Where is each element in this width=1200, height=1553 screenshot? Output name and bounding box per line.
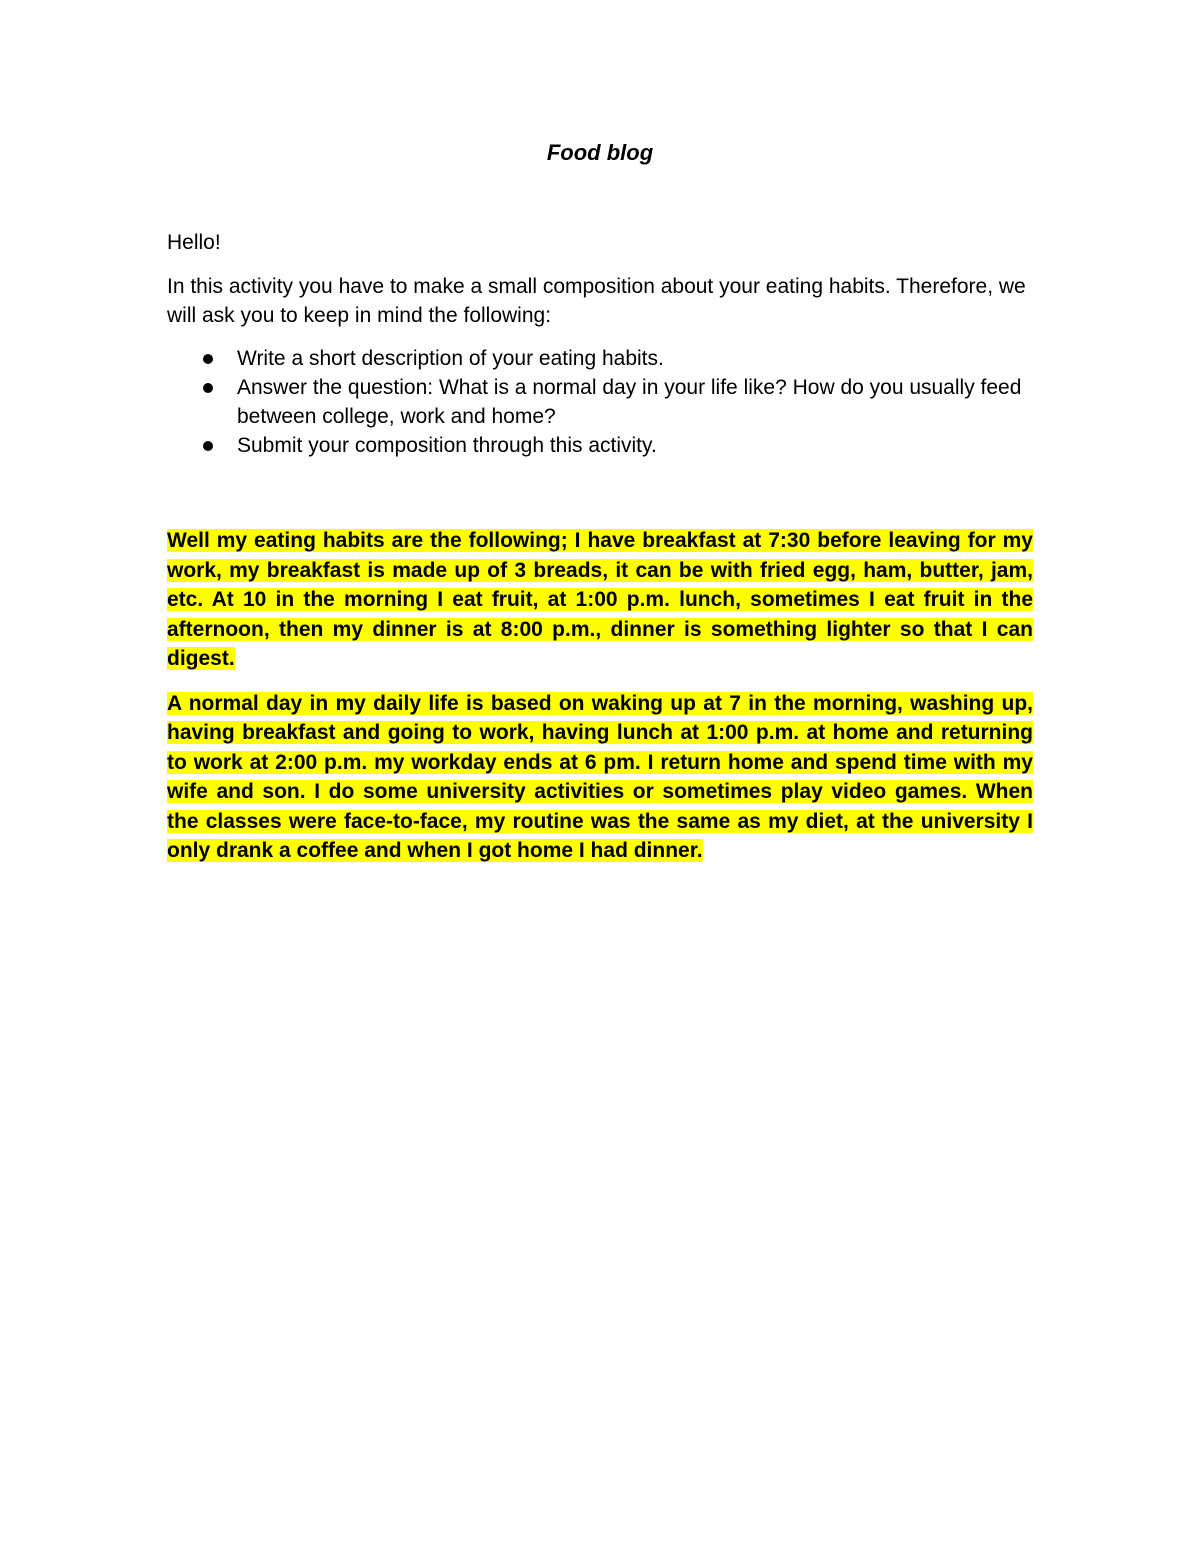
greeting-text: Hello!	[167, 231, 221, 254]
intro-paragraph: In this activity you have to make a small composition about your eating habits. Therefore, we will ask you to keep in mind the following:	[167, 275, 1026, 327]
instruction-item	[167, 373, 1033, 431]
bullet-icon	[203, 441, 213, 451]
highlighted-text: Well my eating habits are the following; I have breakfast at 7:30 before leaving for my work, my breakfast is made up of 3 breads, it can be with fried egg, ham, butter, jam, etc. At 10 in the morning I eat fruit, at 1:00 p.m. lunch, sometimes I eat fruit in the afternoon, then my dinner is at 8:00 p.m., dinner is something lighter so that I can digest.	[167, 529, 1033, 670]
highlighted-text: A normal day in my daily life is based on waking up at 7 in the morning, washing up, having breakfast and going to work, having lunch at 1:00 p.m. at home and returning to work at 2:00 p.m. my workday ends at 6 pm. I return home and spend time with my wife and son. I do some university activities or sometimes play video games. When the classes were face-to-face, my routine was the same as my diet, at the university I only drank a coffee and when I got home I had dinner.	[167, 691, 1033, 862]
instruction-text: Submit your composition through this activity.	[237, 434, 657, 457]
instruction-text: Answer the question: What is a normal day in your life like? How do you usually feed between college, work and home?	[237, 376, 1022, 428]
document-title: Food blog	[546, 140, 654, 165]
instruction-item	[167, 344, 1033, 373]
instruction-text: Write a short description of your eating habits.	[237, 347, 664, 370]
instruction-list	[167, 344, 1033, 460]
instruction-item	[167, 431, 1033, 460]
document-body	[167, 228, 1033, 881]
composition-answers	[167, 526, 1033, 866]
answer-paragraph-eating-habits	[167, 526, 1033, 674]
bullet-icon	[203, 383, 213, 393]
bullet-icon	[203, 354, 213, 364]
answer-paragraph-normal-day	[167, 689, 1033, 866]
